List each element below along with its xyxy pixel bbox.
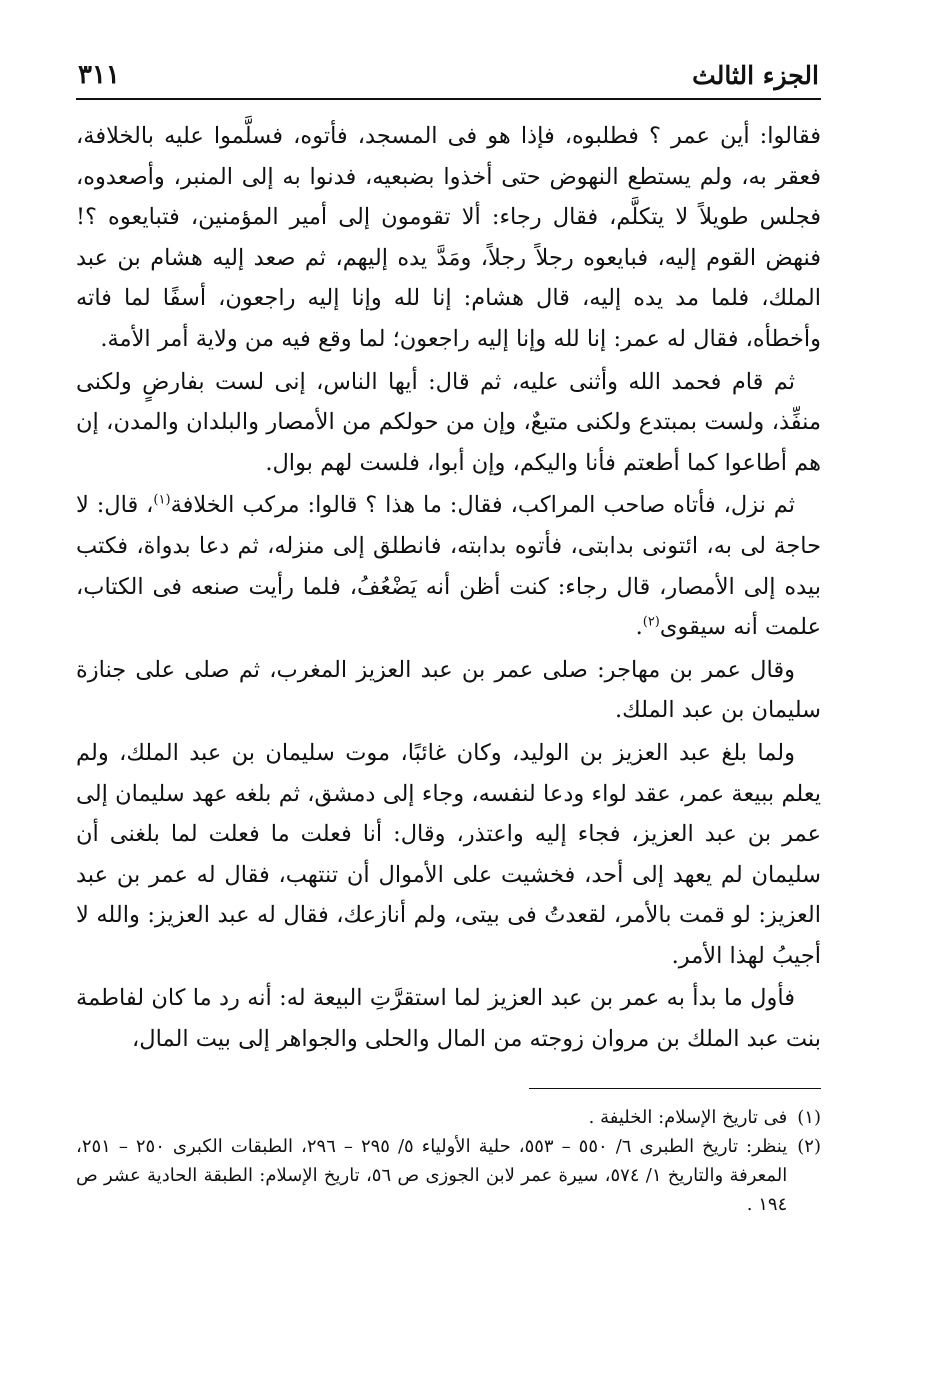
paragraph: وقال عمر بن مهاجر: صلى عمر بن عبد العزيز المغرب، ثم صلى على جنازة سليمان بن عبد الملك. xyxy=(76,656,821,724)
footnote xyxy=(76,1103,821,1132)
paragraph-text: ثم نزل، فأتاه صاحب المراكب، فقال: ما هذا ؟ قالوا: مركب الخلافة xyxy=(170,492,795,519)
footnote-mark: (٢) xyxy=(797,1135,821,1157)
paragraph-text: ، قال: لا حاجة لى به، ائتونى بدابتى، فأتوه بدابته، فانطلق إلى منزله، ثم دعا بدواة، فكتب بيده إلى الأمصار، قال رجاء: كنت أظن أنه يَضْعُفُ، فلما رأيت صنعه فى الكتاب، علمت أنه سيقوى xyxy=(76,492,821,641)
footnote-reference: (٢) xyxy=(642,614,660,630)
footnote-text: ينظر: تاريخ الطبرى ٦/ ٥٥٠ – ٥٥٣، حلية الأولياء ٥/ ٢٩٥ – ٢٩٦، الطبقات الكبرى ٢٥٠ – ٢٥١، المعرفة والتاريخ ١/ ٥٧٤، سيرة عمر لابن الجوزى ص ٥٦، تاريخ الإسلام: الطبقة الحادية عشر ص ١٩٤ . xyxy=(76,1135,788,1215)
book-page xyxy=(76,50,821,1219)
part-title: الجزء الثالث xyxy=(692,61,819,90)
footnote xyxy=(76,1132,821,1219)
page-number: ٣١١ xyxy=(78,60,120,90)
footnotes xyxy=(76,1103,821,1219)
footnote-text: فى تاريخ الإسلام: الخليفة . xyxy=(588,1106,788,1128)
paragraph xyxy=(76,485,821,647)
paragraph: فقالوا: أين عمر ؟ فطلبوه، فإذا هو فى المسجد، فأتوه، فسلَّموا عليه بالخلافة، فعقر به، ولم يستطع النهوض حتى أخذوا بضبعيه، فدنوا به إلى المنبر، وأصعدوه، فجلس طويلاً لا يتكلَّم، فقال رجاء: ألا تقومون إلى أمير المؤمنين، فتبايعوه ؟! فنهض القوم إليه، فبايعوه رجلاً رجلاً، ومَدَّ يده إليهم، ثم صعد إليه هشام بن عبد الملك، فلما مد يده إليه، قال هشام: إنا لله وإنا إليه راجعون، أسفًا لما فاته وأخطأه، فقال له عمر: إنا لله وإنا إليه راجعون؛ لما وقع فيه من ولاية أمر الأمة. xyxy=(76,123,821,352)
page-header xyxy=(76,50,821,100)
footnote-divider xyxy=(529,1088,821,1089)
footnote-mark: (١) xyxy=(797,1106,821,1128)
main-text xyxy=(76,116,821,1060)
paragraph: فأول ما بدأ به عمر بن عبد العزيز لما استقرَّتِ البيعة له: أنه رد ما كان لفاطمة بنت عبد الملك بن مروان زوجته من المال والحلى والجواهر إلى بيت المال، xyxy=(76,985,821,1053)
footnote-reference: (١) xyxy=(153,492,171,508)
paragraph-text: . xyxy=(635,614,643,641)
paragraph: ثم قام فحمد الله وأثنى عليه، ثم قال: أيها الناس، إنى لست بفارضٍ ولكنى منفِّذ، ولست بمبتدع ولكنى متبعٌ، وإن من حولكم من الأمصار والبلدان والمدن، إن هم أطاعوا كما أطعتم فأنا واليكم، وإن أبوا، فلست لهم بوال. xyxy=(76,368,821,476)
paragraph: ولما بلغ عبد العزيز بن الوليد، وكان غائبًا، موت سليمان بن عبد الملك، ولم يعلم ببيعة عمر، عقد لواء ودعا لنفسه، وجاء إلى دمشق، ثم بلغه عهد سليمان إلى عمر بن عبد العزيز، فجاء إليه واعتذر، وقال: أنا فعلت ما فعلت لما بلغنى أن سليمان لم يعهد إلى أحد، فخشيت على الأموال أن تنتهب، فقال له عمر بن عبد العزيز: لو قمت بالأمر، لقعدتُ فى بيتى، ولم أنازعك، فقال له عبد العزيز: والله لا أجيبُ لهذا الأمر. xyxy=(76,739,821,969)
